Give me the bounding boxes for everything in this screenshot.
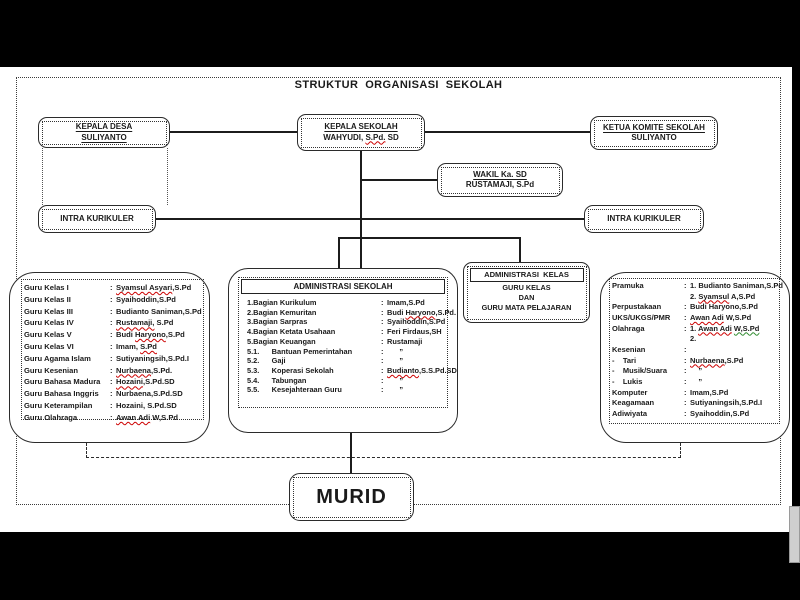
row-colon: :: [684, 408, 687, 418]
text-segment: Budianto Saniman,S.Pd: [116, 306, 202, 316]
row-colon: :: [381, 298, 384, 307]
list-item: [612, 356, 779, 367]
text-segment: Nurbaena: [690, 355, 725, 365]
row-label: Guru Olahraga: [24, 412, 78, 422]
text-segment: W,S.Pd: [150, 412, 179, 422]
list-item: [612, 302, 779, 313]
text-segment: 2.: [690, 291, 699, 301]
text-segment: ,S.Pd: [172, 283, 192, 292]
list-item: [24, 282, 203, 294]
text-segment: Syaihoddin,S.Pd: [387, 317, 446, 327]
row-value: [690, 292, 755, 303]
row-colon: :: [110, 330, 113, 340]
text-segment: W,S.Pd: [733, 323, 760, 333]
text-segment: Imam,S.Pd: [690, 387, 729, 397]
row-colon: :: [684, 376, 687, 386]
text-segment: Awan Adi: [116, 412, 151, 422]
row-label: Guru Kelas I: [24, 283, 69, 292]
list-item: [247, 385, 447, 395]
row-value: [116, 376, 175, 388]
text-segment: 1.: [690, 323, 699, 333]
row-label: 5.3. Koperasi Sekolah: [247, 365, 334, 375]
text-segment: Budianto: [387, 365, 420, 375]
connector-sekolah-komite: [424, 131, 591, 133]
guru-kelas-list: [21, 279, 204, 420]
row-label: 5.2. Gaji: [247, 356, 286, 366]
dotted-guide-left-1: [42, 148, 43, 205]
connector-desa-sekolah: [170, 131, 298, 133]
row-value: [690, 377, 702, 388]
node-title: MURID: [316, 486, 387, 508]
text-segment: Sutiyaningsih,S.Pd.I: [116, 353, 189, 363]
connector-intra-line: [156, 218, 585, 220]
node-person: SULIYANTO: [81, 132, 127, 142]
text-segment: SD: [385, 132, 399, 142]
row-label: Pramuka: [612, 281, 644, 290]
text-segment: Hozaini: [116, 377, 144, 387]
text-segment: ,S.Pd: [165, 330, 185, 340]
list-item: [612, 377, 779, 388]
row-colon: :: [110, 365, 113, 375]
row-label: 1.Bagian Kurikulum: [247, 298, 317, 307]
row-colon: :: [381, 336, 384, 346]
row-value: [387, 385, 403, 395]
row-colon: :: [110, 400, 113, 410]
list-item: [612, 324, 779, 335]
panel-administrasi-sekolah: [228, 268, 458, 433]
row-label: Komputer: [612, 387, 648, 397]
text-segment: W,S.Pd: [723, 312, 752, 322]
node-title: WAKIL Ka. SD: [473, 169, 527, 179]
row-colon: :: [110, 318, 113, 328]
text-segment: S.Pd: [154, 318, 174, 328]
list-item: [24, 388, 203, 400]
row-label: 3.Bagian Sarpras: [247, 317, 308, 327]
text-segment: Budi Haryono,S.Pd: [690, 302, 758, 312]
row-value: [690, 356, 743, 367]
node-intra-kurikuler-left: [38, 205, 156, 233]
text-segment: ,S.Pd.: [435, 307, 457, 317]
dashed-connector-left: [86, 443, 87, 458]
row-colon: :: [684, 302, 687, 312]
row-label: Guru Kelas II: [24, 294, 71, 304]
text-segment: Feri Firdaus,SH: [387, 327, 442, 337]
text-segment: Syamsul: [698, 291, 730, 301]
row-value: [387, 366, 457, 376]
row-label: Olahraga: [612, 323, 645, 333]
row-colon: :: [110, 341, 113, 351]
row-value: [690, 409, 749, 420]
row-colon: :: [110, 377, 113, 387]
row-colon: :: [110, 294, 113, 304]
row-colon: :: [110, 353, 113, 363]
row-colon: :: [381, 365, 384, 375]
row-value: [387, 308, 456, 318]
text-segment: S.Pd: [140, 341, 157, 351]
text-segment: Budi: [116, 330, 135, 340]
text-segment: Syaihoddin,S.Pd: [690, 408, 750, 418]
row-label: - Tari: [612, 355, 637, 365]
panel-header: ADMINISTRASI KELAS: [470, 268, 584, 283]
row-value: [387, 347, 403, 357]
text-segment: ,S.S.Pd.SD: [419, 365, 457, 375]
row-colon: :: [381, 385, 384, 395]
list-item: [612, 409, 779, 420]
list-item: [247, 337, 447, 347]
list-item: [24, 317, 203, 329]
row-label: Guru Kelas IV: [24, 318, 74, 328]
node-kepala-desa: [38, 117, 170, 148]
list-item: [24, 365, 203, 377]
row-value: [116, 294, 176, 306]
administrasi-list: [239, 298, 457, 395]
row-value: [387, 337, 422, 347]
node-title: INTRA KURIKULER: [60, 213, 134, 223]
row-label: Kesenian: [612, 344, 646, 354]
list-item: [247, 298, 447, 308]
row-colon: :: [381, 307, 384, 317]
text-segment: Imam,S.Pd: [387, 298, 425, 307]
diagram-title: STRUKTUR ORGANISASI SEKOLAH: [294, 79, 503, 91]
list-item: [247, 317, 447, 327]
row-colon: :: [381, 346, 384, 356]
node-intra-kurikuler-right: [584, 205, 704, 233]
text-segment: ”: [387, 356, 404, 366]
list-item: [612, 334, 779, 345]
row-value: [116, 329, 185, 341]
row-label: Adiwiyata: [612, 408, 648, 418]
row-value: [116, 341, 157, 353]
text-segment: A,S.Pd: [729, 291, 756, 301]
row-colon: :: [110, 283, 113, 292]
row-label: 5.4. Tabungan: [247, 375, 307, 385]
text-segment: ”: [387, 375, 404, 385]
row-value: [387, 327, 442, 337]
text-segment: Nurbaena: [116, 365, 152, 375]
row-label: Guru Bahasa Inggris: [24, 389, 99, 399]
row-label: Guru Agama Islam: [24, 353, 91, 363]
text-segment: WAHYUDI,: [323, 132, 366, 142]
row-colon: :: [381, 356, 384, 366]
text-segment: Imam,: [116, 341, 141, 351]
row-value: [387, 376, 403, 386]
row-label: - Musik/Suara: [612, 366, 668, 376]
node-wakil: [437, 163, 563, 197]
row-value: [690, 313, 751, 324]
node-murid: [289, 473, 414, 521]
text-segment: Awan Adi: [690, 312, 724, 322]
row-colon: :: [684, 281, 687, 290]
row-colon: :: [684, 398, 687, 408]
text-segment: ”: [387, 346, 404, 356]
text-segment: ,S.Pd: [724, 355, 744, 365]
row-colon: :: [684, 344, 687, 354]
connector-bracket-top: [338, 237, 521, 239]
dashed-connector-bottom: [86, 457, 681, 458]
row-value: [116, 282, 191, 294]
text-line: DAN: [518, 292, 535, 302]
text-segment: Hozaini, S.Pd.SD: [116, 400, 177, 410]
list-item: [247, 365, 457, 376]
row-label: Keagamaan: [612, 398, 655, 408]
row-value: [116, 306, 202, 318]
scrollbar-thumb[interactable]: [789, 506, 800, 563]
row-colon: :: [110, 306, 113, 316]
row-label: Guru Kesenian: [24, 365, 79, 375]
row-value: [690, 302, 758, 313]
row-value: [116, 388, 183, 400]
list-item: [612, 398, 779, 409]
text-segment: Haryono: [405, 307, 436, 317]
text-segment: ,S.Pd.SD: [143, 377, 175, 387]
row-value: [690, 334, 696, 345]
ekstra-list: [609, 278, 783, 424]
list-item: [247, 356, 447, 366]
row-colon: :: [684, 355, 687, 365]
row-colon: :: [381, 317, 384, 327]
row-value: [116, 365, 172, 377]
list-item: [24, 329, 203, 341]
list-item: [24, 294, 203, 306]
list-item: [24, 353, 203, 365]
list-item: [24, 341, 203, 353]
connector-wakil: [360, 179, 438, 181]
text-segment: Haryono: [134, 330, 166, 340]
text-segment: Syamsul Asyari: [116, 283, 173, 292]
text-segment: Rustamaji: [387, 336, 423, 346]
administrasi-kelas-lines: [468, 283, 586, 312]
node-title: KEPALA DESA: [75, 122, 133, 132]
row-value: [690, 324, 759, 335]
row-colon: :: [381, 327, 384, 337]
row-colon: :: [381, 375, 384, 385]
dotted-guide-left-2: [167, 148, 168, 205]
text-segment: Nurbaena,S.Pd.SD: [116, 389, 183, 399]
row-colon: :: [110, 389, 113, 399]
connector-murid: [350, 432, 352, 473]
text-segment: ,S.Pd.: [151, 365, 173, 375]
node-kepala-sekolah: [297, 114, 425, 151]
row-colon: :: [684, 366, 687, 376]
row-label: 5.1. Bantuan Pemerintahan: [247, 346, 353, 356]
text-segment: ”: [690, 366, 703, 376]
list-item: [612, 292, 779, 303]
row-label: 2.Bagian Kemuritan: [247, 307, 317, 317]
text-segment: Rustamaji,: [116, 318, 155, 328]
node-title: KEPALA SEKOLAH: [324, 122, 398, 132]
text-line: GURU KELAS: [502, 283, 551, 293]
text-segment: Awan Adi: [698, 323, 732, 333]
text-segment: ”: [387, 385, 404, 395]
row-colon: :: [110, 412, 113, 422]
row-value: [690, 281, 783, 292]
row-label: 4.Bagian Ketata Usahaan: [247, 327, 336, 337]
row-label: Guru Kelas V: [24, 330, 72, 340]
panel-ekstra-kurikuler: [600, 272, 790, 443]
row-value: [690, 398, 762, 409]
list-item: [612, 366, 779, 377]
node-administrasi-kelas: [463, 262, 590, 323]
panel-header: ADMINISTRASI SEKOLAH: [241, 279, 445, 294]
text-segment: ”: [690, 376, 703, 386]
list-item: [612, 345, 779, 356]
row-label: UKS/UKGS/PMR: [612, 312, 671, 322]
node-person: [323, 133, 399, 143]
node-ketua-komite: [590, 116, 718, 150]
row-value: [387, 356, 403, 366]
node-person: SULIYANTO: [631, 133, 677, 142]
row-colon: :: [684, 323, 687, 333]
connector-bracket-right: [519, 237, 521, 262]
node-title: INTRA KURIKULER: [607, 213, 681, 223]
row-value: [690, 366, 702, 377]
row-value: [116, 353, 189, 365]
dashed-connector-right: [680, 443, 681, 458]
connector-bracket-left: [338, 237, 340, 268]
text-segment: 1. Budianto Saniman,S.Pd: [690, 281, 783, 290]
text-segment: Sutiyaningsih,S.Pd.I: [690, 398, 763, 408]
row-label: Perpustakaan: [612, 302, 662, 312]
row-label: Guru Kelas VI: [24, 341, 74, 351]
row-colon: :: [684, 312, 687, 322]
row-value: [387, 298, 425, 308]
list-item: [24, 412, 203, 424]
list-item: [24, 376, 203, 388]
row-value: [690, 388, 728, 399]
list-item: [247, 347, 447, 357]
list-item: [247, 307, 457, 318]
list-item: [24, 400, 203, 412]
row-label: Guru Keterampilan: [24, 400, 93, 410]
list-item: [24, 306, 203, 318]
text-segment: Budi: [387, 307, 406, 317]
row-value: [116, 317, 173, 329]
panel-guru-kelas: [9, 272, 210, 443]
list-item: [247, 327, 447, 337]
text-segment: 2.: [690, 334, 697, 344]
row-colon: :: [684, 387, 687, 397]
row-value: [116, 412, 178, 424]
row-label: - Lukis: [612, 376, 643, 386]
node-person: RUSTAMAJI, S.Pd: [465, 180, 535, 189]
list-item: [612, 281, 783, 292]
row-label: 5.5. Kesejahteraan Guru: [247, 385, 342, 395]
connector-sekolah-down: [360, 150, 362, 269]
row-label: Guru Kelas III: [24, 306, 73, 316]
text-segment: Syaihoddin,S.Pd: [116, 294, 176, 304]
text-line: GURU MATA PELAJARAN: [481, 302, 572, 312]
list-item: [612, 313, 779, 324]
row-label: Guru Bahasa Madura: [24, 377, 101, 387]
list-item: [247, 376, 447, 386]
node-title: KETUA KOMITE SEKOLAH: [603, 122, 705, 132]
row-value: [116, 400, 177, 412]
row-label: 5.Bagian Keuangan: [247, 336, 316, 346]
list-item: [612, 388, 779, 399]
row-value: [387, 317, 445, 327]
text-segment: S.Pd.: [365, 132, 386, 142]
